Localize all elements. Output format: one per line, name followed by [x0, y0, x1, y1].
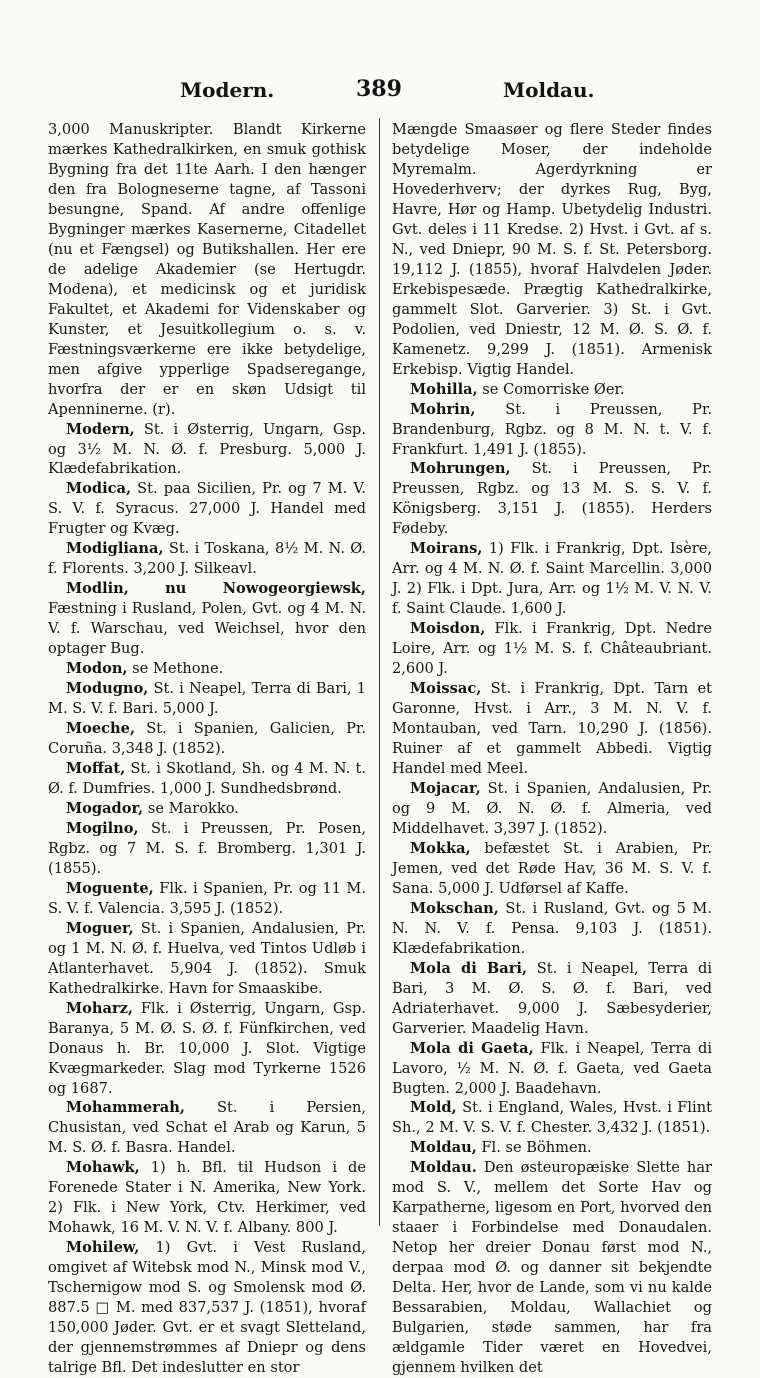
dictionary-entry [392, 619, 712, 679]
entry-headword: Mohammerah, [66, 1099, 185, 1117]
entry-text: Fl. se Böhmen. [476, 1139, 592, 1157]
dictionary-entry [392, 779, 712, 839]
dictionary-entry [392, 400, 712, 460]
entry-text: St. i Spanien, Andalusien, Pr. og 9 M. Ø. N. Ø. f. Almeria, ved Middelhavet. 3,397 J. (1852). [392, 779, 712, 837]
dictionary-entry [392, 1039, 712, 1099]
dictionary-entry [392, 899, 712, 959]
entry-text: 3,000 Manuskripter. Blandt Kirkerne mærkes Kathedralkirken, en smuk gothisk Bygning fra det 11te Aarh. I den hænger den fra Bologneserne tagne, af Tassoni besungne, Spand. Af andre offenlige Bygninger mærkes Kasernerne, Citadellet (nu et Fængsel) og Butikshallen. Her ere de adelige Akademier (se Hertugdr. Modena), et medicinsk og et juridisk Fakultet, et Akademi for Videnskaber og Kunster, et Jesuitkollegium o. s. v. Fæstningsværkerne ere ikke betydelige, men afgive ypperlige Spadseregange, hvorfra der er en skøn Udsigt til Apenninerne. (r). [48, 121, 366, 418]
dictionary-entry [48, 1238, 366, 1378]
dictionary-entry [48, 759, 366, 799]
entry-headword: Mohrin, [410, 400, 476, 418]
entry-headword: Moguente, [66, 879, 154, 897]
entry-headword: Moffat, [66, 760, 126, 777]
entry-headword: Moguer, [66, 919, 134, 937]
dictionary-entry [392, 679, 712, 779]
entry-headword: Mogador, [66, 799, 144, 817]
entry-text: Mængde Smaasøer og flere Steder findes betydelige Moser, der indeholde Myremalm. Agerdyrkning er Hovederhverv; der dyrkes Rug, Byg, Havre, Hør og Hamp. Ubetydelig Industri. Gvt. deles i 11 Kredse. 2) Hvst. i Gvt. af s. N., ved Dniepr, 90 M. S. f. St. Petersborg. 19,112 J. (1855), hvoraf Halvdelen Jøder. Erkebispesæde. Prægtig Kathedralkirke, gammelt Slot. Garverier. 3) St. i Gvt. Podolien, ved Dniestr, 12 M. Ø. S. Ø. f. Kamenetz. 9,299 J. (1851). Armenisk Erkebisp. Vigtig Handel. [392, 121, 712, 378]
entry-text: Flk. i Frankrig, Dpt. Nedre Loire, Arr. og 1½ M. S. f. Châteaubriant. 2,600 J. [392, 620, 712, 678]
entry-headword: Modigliana, [66, 540, 164, 558]
entry-headword: Mokschan, [410, 899, 499, 917]
entry-text: 1) Gvt. i Vest Rusland, omgivet af Witebsk mod N., Minsk mod V., Tschernigow mod S. og Smolensk mod Ø. 887.5 □ M. med 837,537 J. (1851), hvoraf 150,000 Jøder. Gvt. er et svagt Sletteland, der gjennemstrømmes af Dniepr og dens talrige Bfl. Det indeslutter en stor [48, 1239, 366, 1377]
entry-text: 1) h. Bfl. til Hudson i de Forenede Stater i N. Amerika, New York. 2) Flk. i New York, Ctv. Herkimer, ved Mohawk, 16 M. V. N. V. f. Albany. 800 J. [48, 1159, 366, 1237]
dictionary-entry [48, 819, 366, 879]
entry-text: Flk. i Spanien, Pr. og 11 M. S. V. f. Valencia. 3,595 J. (1852). [48, 879, 366, 917]
entry-text: Flk. i Neapel, Terra di Lavoro, ½ M. N. Ø. f. Gaeta, ved Gaeta Bugten. 2,000 J. Baadehavn. [392, 1039, 713, 1097]
running-header [48, 70, 712, 106]
entry-text: Fæstning i Rusland, Polen, Gvt. og 4 M. N. V. f. Warschau, ved Weichsel, hvor den optager Bug. [48, 600, 366, 658]
entry-headword: Moldau, [410, 1139, 477, 1157]
dictionary-entry [48, 879, 366, 919]
dictionary-entry [48, 479, 366, 539]
right-column [392, 120, 712, 1378]
dictionary-entry [48, 579, 366, 659]
dictionary-entry [48, 919, 366, 999]
dictionary-entry [392, 839, 712, 899]
dictionary-entry [392, 1158, 712, 1378]
dictionary-entry [48, 659, 366, 679]
entry-text: Den østeuropæiske Slette har mod S. V., mellem det Sorte Hav og Karpatherne, ligesom en Port, hvorved den staaer i Forbindelse med Donaudalen. Netop her dreier Donau først mod N., derpaa mod Ø. og danner sit bekjendte Delta. Her, hvor de Lande, som vi nu kalde Bessarabien, Moldau, Wallachiet og Bulgarien, støde sammen, har fra ældgamle Tider været en Hovedvei, gjennem hvilken det [392, 1159, 712, 1377]
entry-text: se Methone. [127, 660, 224, 678]
entry-text: Flk. i Østerrig, Ungarn, Gsp. Baranya, 5 M. Ø. S. Ø. f. Fünfkirchen, ved Donaus h. Br. 10,000 J. Slot. Vigtige Kvægmarkeder. Slag mod Tyrkerne 1526 og 1687. [48, 999, 366, 1097]
entry-headword: Moharz, [66, 999, 134, 1017]
dictionary-entry [48, 1158, 366, 1238]
column-divider [379, 118, 380, 1226]
dictionary-entry [392, 1098, 712, 1138]
entry-text: St. i Toskana, 8½ M. N. Ø. f. Florents. 3,200 J. Silkeavl. [48, 540, 366, 578]
entry-headword: Mola di Gaeta, [410, 1039, 534, 1057]
entry-headword: Mola di Bari, [410, 959, 528, 977]
dictionary-entry [48, 679, 366, 719]
entry-headword: Modern, [66, 420, 135, 438]
entry-continuation [48, 120, 366, 420]
dictionary-entry [48, 719, 366, 759]
entry-text: 1) Flk. i Frankrig, Dpt. Isère, Arr. og 4 M. N. Ø. f. Saint Marcellin. 3,000 J. 2) Flk. i Dpt. Jura, Arr. og 1½ M. V. N. V. f. Saint Claude. 1,600 J. [392, 540, 712, 618]
entry-text: St. paa Sicilien, Pr. og 7 M. V. S. V. f. Syracus. 27,000 J. Handel med Frugter og Kvæg. [48, 480, 366, 538]
entry-headword: Moeche, [66, 720, 136, 738]
entry-headword: Moldau. [410, 1159, 477, 1177]
entry-headword: Modlin, nu Nowogeorgiewsk, [66, 580, 366, 598]
entry-text: St. i England, Wales, Hvst. i Flint Sh., 2 M. V. S. V. f. Chester. 3,432 J. (1851). [392, 1099, 712, 1137]
entry-text: se Marokko. [143, 799, 239, 817]
entry-headword: Moissac, [410, 680, 482, 698]
header-left-word: Modern. [180, 78, 275, 102]
entry-headword: Modica, [66, 480, 132, 498]
entry-text: St. i Østerrig, Ungarn, Gsp. og 3½ M. N. Ø. f. Presburg. 5,000 J. Klædefabrikation. [48, 420, 366, 478]
dictionary-entry [48, 799, 366, 819]
entry-text: St. i Preussen, Pr. Preussen, Rgbz. og 13 M. S. S. V. f. Königsberg. 3,151 J. (1855). Herders Fødeby. [392, 460, 712, 538]
dictionary-entry [392, 459, 712, 539]
entry-headword: Mohrungen, [410, 460, 511, 478]
entry-text: se Comorriske Øer. [477, 380, 625, 398]
dictionary-entry [392, 380, 712, 400]
entry-headword: Modugno, [66, 680, 149, 698]
dictionary-entry [48, 999, 366, 1099]
entry-text: St. i Spanien, Andalusien, Pr. og 1 M. N. Ø. f. Huelva, ved Tintos Udløb i Atlanterhavet. 5,904 J. (1852). Smuk Kathedralkirke. Havn for Smaaskibe. [48, 919, 366, 997]
dictionary-entry [48, 1098, 366, 1158]
entry-text: St. i Preussen, Pr. Posen, Rgbz. og 7 M. S. f. Bromberg. 1,301 J. (1855). [48, 819, 366, 877]
entry-headword: Moisdon, [410, 620, 486, 638]
entry-text: St. i Neapel, Terra di Bari, 1 M. S. V. f. Bari. 5,000 J. [48, 680, 366, 718]
dictionary-entry [48, 420, 366, 480]
entry-text: St. i Rusland, Gvt. og 5 M. N. N. V. f. Pensa. 9,103 J. (1851). Klædefabrikation. [392, 899, 712, 957]
entry-continuation [392, 120, 712, 380]
entry-text: St. i Persien, Chusistan, ved Schat el Arab og Karun, 5 M. S. Ø. f. Basra. Handel. [48, 1099, 366, 1157]
entry-headword: Moirans, [410, 540, 483, 558]
entry-text: St. i Skotland, Sh. og 4 M. N. t. Ø. f. Dumfries. 1,000 J. Sundhedsbrønd. [48, 760, 366, 797]
entry-text: St. i Neapel, Terra di Bari, 3 M. Ø. S. Ø. f. Bari, ved Adriaterhavet. 9,000 J. Sæbesyderier, Garverier. Maadelig Havn. [392, 959, 712, 1037]
left-column [48, 120, 366, 1378]
entry-headword: Modon, [66, 660, 128, 678]
entry-headword: Mold, [410, 1099, 457, 1117]
entry-headword: Mogilno, [66, 819, 139, 837]
entry-headword: Mokka, [410, 839, 471, 857]
entry-text: St. i Frankrig, Dpt. Tarn et Garonne, Hvst. i Arr., 3 M. N. V. f. Montauban, ved Tarn. 10,290 J. (1856). Ruiner af et gammelt Abbedi. Vigtig Handel med Meel. [392, 680, 712, 777]
entry-text: St. i Preussen, Pr. Brandenburg, Rgbz. og 8 M. N. t. V. f. Frankfurt. 1,491 J. (1855). [392, 400, 712, 458]
entry-headword: Mohawk, [66, 1159, 140, 1177]
entry-headword: Mohilla, [410, 380, 478, 398]
header-right-word: Moldau. [503, 78, 595, 102]
dictionary-entry [392, 959, 712, 1039]
dictionary-entry [392, 1138, 712, 1158]
entry-text: befæstet St. i Arabien, Pr. Jemen, ved det Røde Hav, 36 M. S. V. f. Sana. 5,000 J. Udførsel af Kaffe. [392, 839, 712, 897]
dictionary-entry [392, 539, 712, 619]
page-number: 389 [356, 76, 402, 102]
entry-headword: Mojacar, [410, 779, 481, 797]
entry-text: St. i Spanien, Galicien, Pr. Coruña. 3,348 J. (1852). [48, 720, 366, 758]
entry-headword: Mohilew, [66, 1239, 140, 1257]
dictionary-entry [48, 539, 366, 579]
